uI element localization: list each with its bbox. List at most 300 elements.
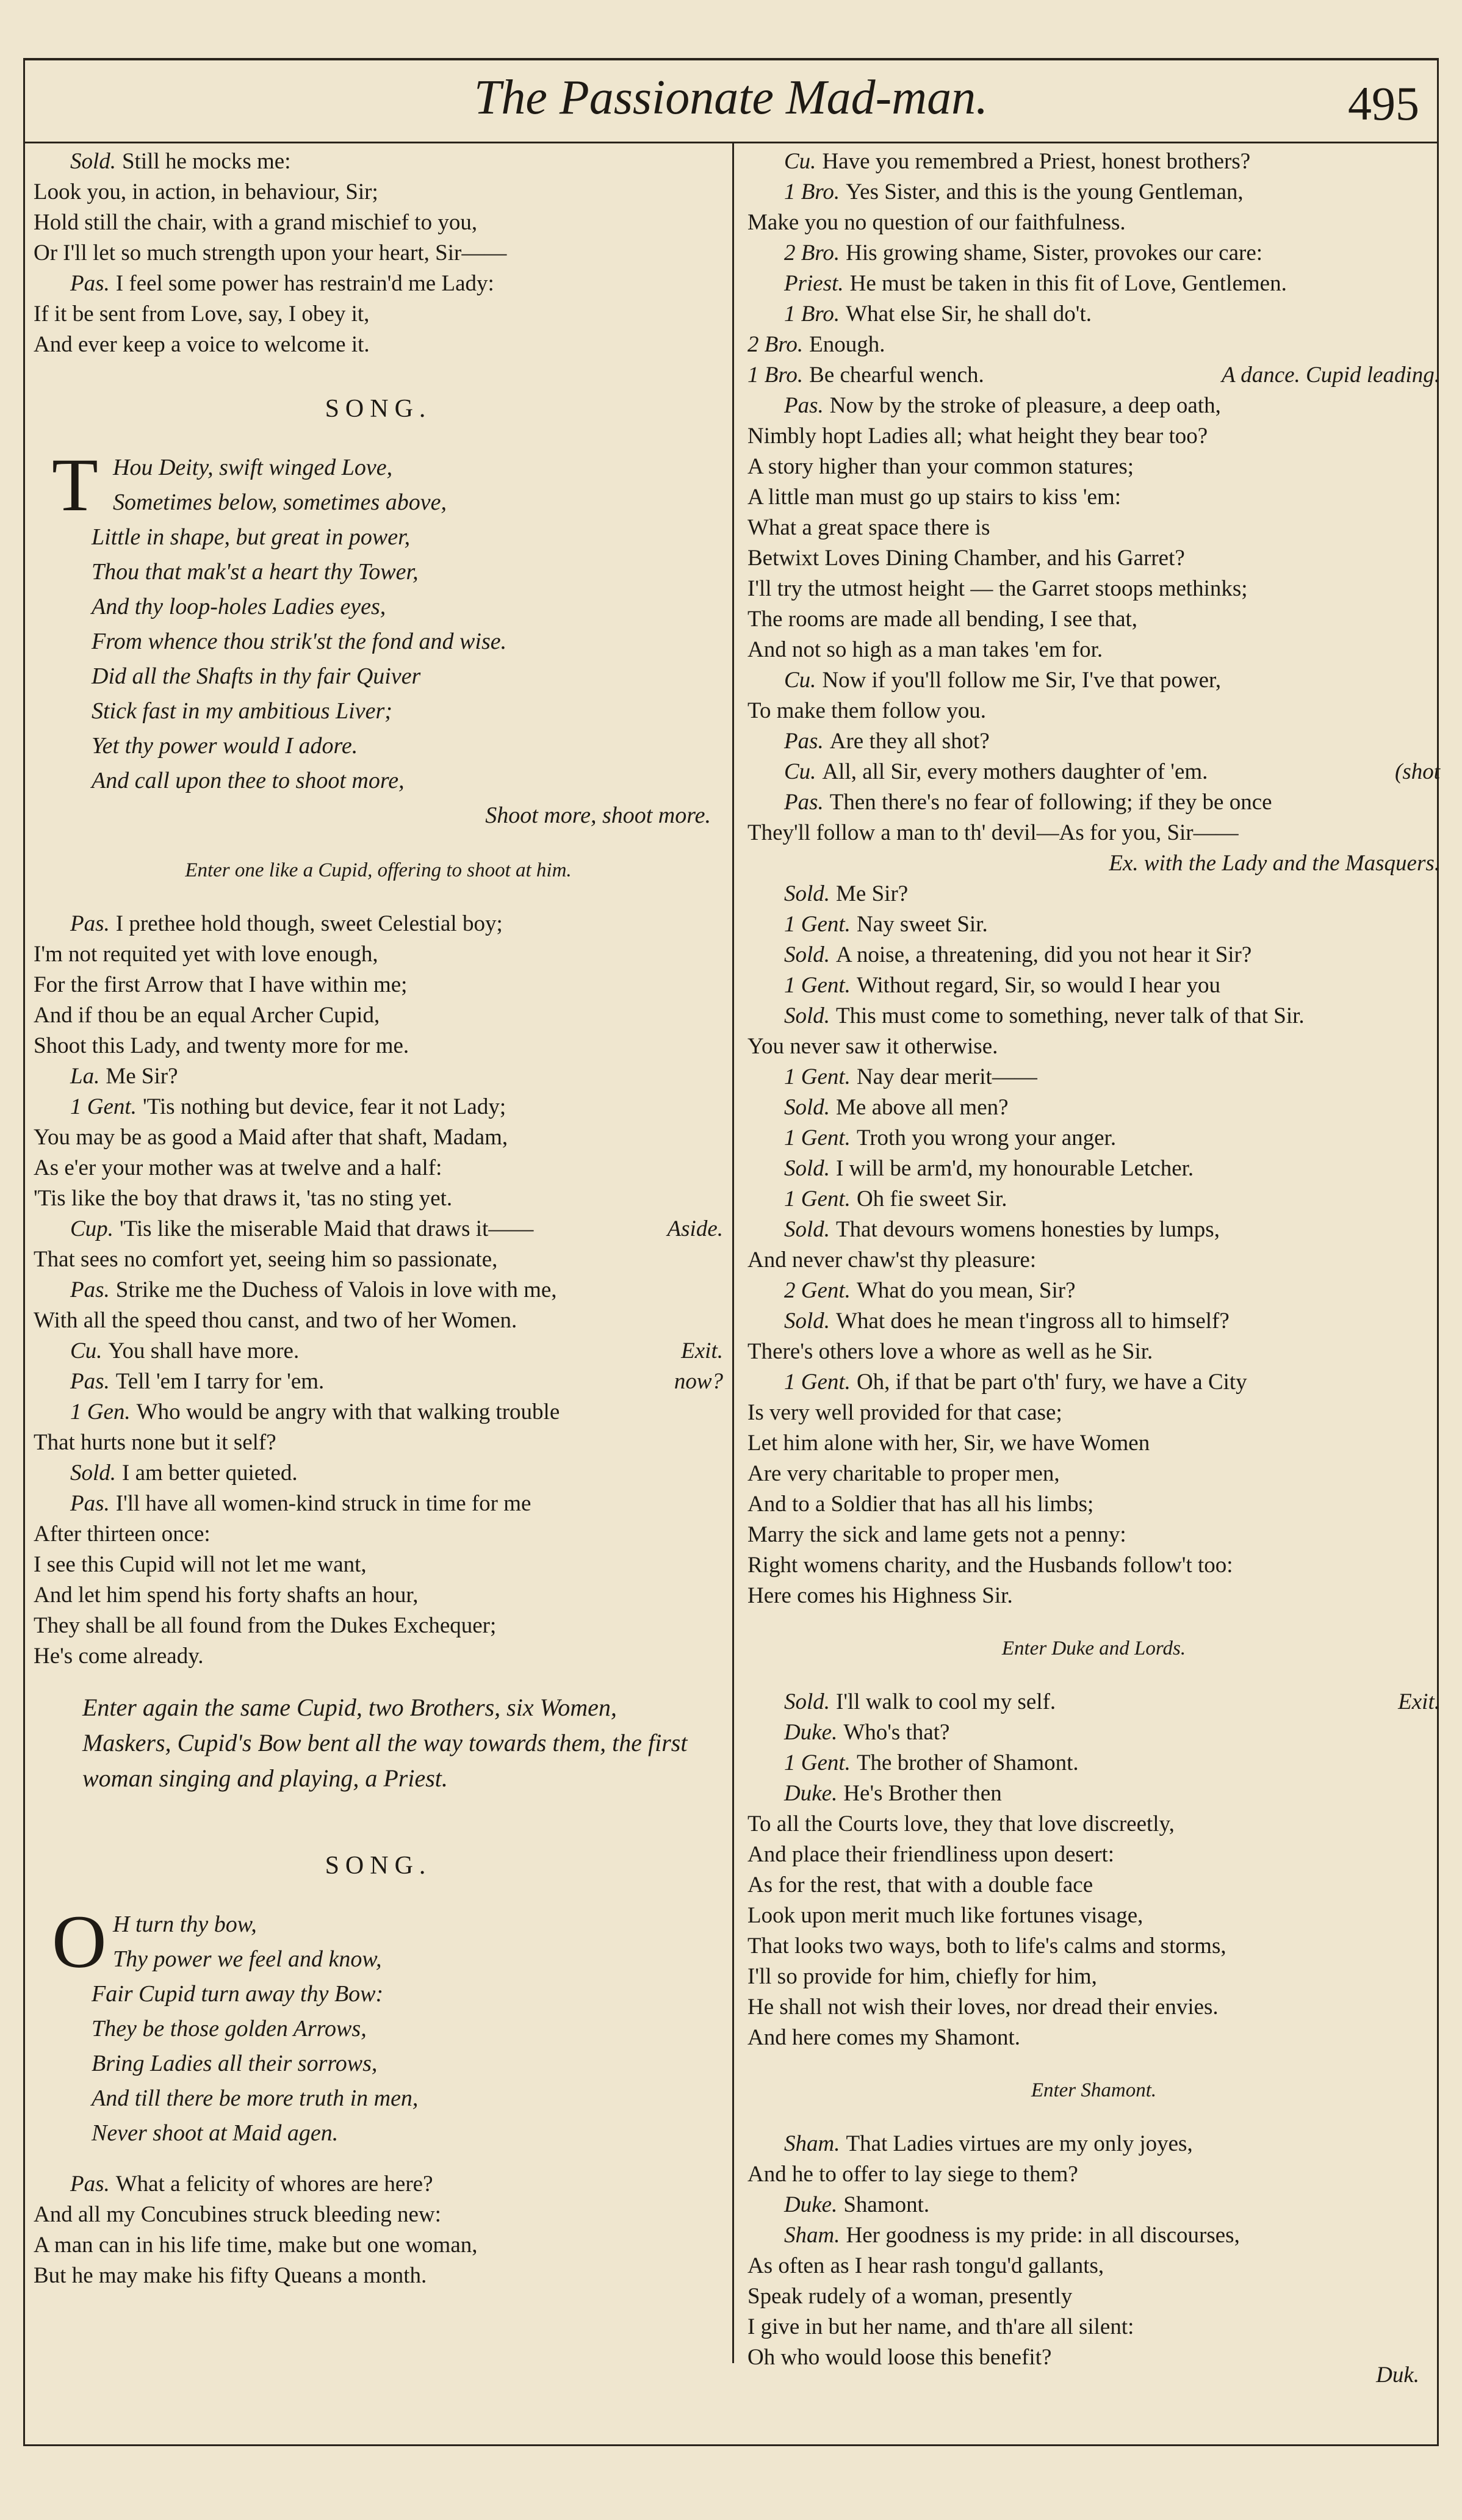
line-text: That hurts none but it self? xyxy=(34,1430,276,1455)
text-line xyxy=(747,2190,1440,2220)
line-text: And not so high as a man takes 'em for. xyxy=(747,637,1103,662)
line-text: I am better quieted. xyxy=(122,1460,298,1486)
speaker-name: Sold. xyxy=(784,942,830,967)
text-line xyxy=(747,1306,1440,1337)
speaker-name: 1 Gent. xyxy=(784,1186,851,1211)
speaker-name: 2 Bro. xyxy=(784,240,840,265)
text-line xyxy=(747,452,1440,482)
line-text: Me Sir? xyxy=(106,1064,178,1089)
aside-note: now? xyxy=(674,1369,723,1394)
text-line xyxy=(34,330,723,360)
line-text: I prethee hold though, sweet Celestial boy; xyxy=(115,911,503,936)
left-lines-c xyxy=(34,2169,723,2291)
line-text: As often as I hear rash tongu'd gallants, xyxy=(747,2253,1104,2278)
line-text: And never chaw'st thy pleasure: xyxy=(747,1247,1037,1273)
line-text: This must come to something, never talk of that Sir. xyxy=(836,1003,1305,1028)
line-text: And ever keep a voice to welcome it. xyxy=(34,332,370,357)
text-line xyxy=(747,1092,1440,1123)
line-text: Who would be angry with that walking trouble xyxy=(136,1399,560,1424)
line-text: After thirteen once: xyxy=(34,1522,211,1547)
text-line xyxy=(747,1687,1440,1717)
line-text: Nimbly hopt Ladies all; what height they bear too? xyxy=(747,424,1208,449)
speaker-name: 2 Bro. xyxy=(747,332,804,357)
line-text: A story higher than your common statures; xyxy=(747,454,1134,479)
line-text: Now if you'll follow me Sir, I've that power, xyxy=(822,668,1222,693)
text-line xyxy=(34,2230,723,2261)
text-line xyxy=(34,1336,723,1367)
line-text: Oh fie sweet Sir. xyxy=(856,1186,1007,1211)
song-line xyxy=(34,694,723,729)
speaker-name: Pas. xyxy=(70,1491,110,1516)
line-text: I'll walk to cool my self. xyxy=(836,1689,1056,1714)
text-line xyxy=(34,2169,723,2200)
song-line xyxy=(34,590,723,624)
text-line xyxy=(747,1992,1440,2023)
frame-top-rule xyxy=(23,58,1439,60)
speaker-name: Sold. xyxy=(784,881,830,906)
stage-direction-block: Enter again the same Cupid, two Brothers, six Women, Maskers, Cupid's Bow bent all the way towards them, the first woman singing and playing, a Priest. xyxy=(82,1694,688,1792)
speaker-name: 1 Gent. xyxy=(784,912,851,937)
text-line xyxy=(34,1092,723,1122)
text-line xyxy=(747,2220,1440,2251)
line-text: Now by the stroke of pleasure, a deep oath, xyxy=(829,393,1221,418)
text-line xyxy=(747,1123,1440,1153)
song-line xyxy=(34,2116,723,2151)
text-line xyxy=(34,1611,723,1641)
right-lines-c xyxy=(747,2129,1440,2373)
line-text: I'll have all women-kind struck in time for me xyxy=(115,1491,531,1516)
text-line xyxy=(34,177,723,208)
text-line xyxy=(747,269,1440,299)
text-line xyxy=(747,482,1440,513)
speaker-name: Cup. xyxy=(70,1216,113,1241)
speaker-name: Sold. xyxy=(784,1689,830,1714)
speaker-name: Sold. xyxy=(784,1003,830,1028)
text-line xyxy=(747,848,1440,879)
song-line xyxy=(34,798,723,833)
line-text: Enough. xyxy=(809,332,885,357)
aside-note: Exit. xyxy=(681,1338,723,1363)
text-line xyxy=(747,1520,1440,1550)
line-text: Her goodness is my pride: in all discourses, xyxy=(846,2223,1240,2248)
song-line xyxy=(34,520,723,555)
text-line xyxy=(747,1215,1440,1245)
line-text: You never saw it otherwise. xyxy=(747,1034,998,1059)
line-text: Or I'll let so much strength upon your heart, Sir—— xyxy=(34,240,507,265)
text-line xyxy=(747,757,1440,787)
line-text: Be chearful wench. xyxy=(809,363,984,388)
line-text: What do you mean, Sir? xyxy=(856,1278,1076,1303)
speaker-name: Pas. xyxy=(70,2172,110,2197)
line-text: I'm not requited yet with love enough, xyxy=(34,942,378,967)
speaker-name: 1 Gent. xyxy=(70,1094,137,1119)
speaker-name: Cu. xyxy=(784,668,816,693)
song-line-text: And till there be more truth in men, xyxy=(92,2085,419,2111)
stage-direction: Enter one like a Cupid, offering to shoot at him. xyxy=(185,859,572,881)
speaker-name: Pas. xyxy=(70,1369,110,1394)
line-text: As e'er your mother was at twelve and a half: xyxy=(34,1155,442,1180)
line-text: I feel some power has restrain'd me Lady: xyxy=(115,271,494,296)
speaker-name: Pas. xyxy=(70,1277,110,1302)
text-line xyxy=(34,1244,723,1275)
speaker-name: Sham. xyxy=(784,2223,840,2248)
speaker-name: 1 Gent. xyxy=(784,1750,851,1775)
line-text: A man can in his life time, make but one woman, xyxy=(34,2233,478,2258)
song-line xyxy=(34,2012,723,2046)
text-line xyxy=(34,269,723,299)
right-lines-a xyxy=(747,146,1440,1611)
text-line xyxy=(747,1245,1440,1276)
speaker-name: 1 Gent. xyxy=(784,1370,851,1395)
line-text: What a great space there is xyxy=(747,515,990,540)
speaker-name: 1 Bro. xyxy=(784,301,840,327)
song-line-text: Thou that mak'st a heart thy Tower, xyxy=(92,559,419,585)
drop-cap: T xyxy=(52,443,98,527)
text-line xyxy=(34,1458,723,1489)
text-line xyxy=(747,2312,1440,2342)
text-line xyxy=(34,909,723,939)
text-line xyxy=(34,970,723,1000)
line-text: Me Sir? xyxy=(836,881,909,906)
text-line xyxy=(747,1184,1440,1215)
line-text: As for the rest, that with a double face xyxy=(747,1872,1093,1897)
line-text: Yes Sister, and this is the young Gentleman, xyxy=(846,179,1244,204)
line-text: Troth you wrong your anger. xyxy=(856,1125,1117,1150)
song-line-text: Did all the Shafts in thy fair Quiver xyxy=(92,663,421,689)
song-line-text: From whence thou strik'st the fond and wise. xyxy=(92,629,507,654)
text-line xyxy=(747,146,1440,177)
song-line xyxy=(34,1942,723,1977)
line-text: Without regard, Sir, so would I hear you xyxy=(856,973,1221,998)
left-lines-b xyxy=(34,909,723,1672)
text-line xyxy=(747,1001,1440,1031)
line-text: A little man must go up stairs to kiss 'em: xyxy=(747,485,1122,510)
text-line xyxy=(747,1809,1440,1839)
line-text: Speak rudely of a woman, presently xyxy=(747,2284,1073,2309)
text-line xyxy=(34,1031,723,1061)
line-text: To all the Courts love, they that love discreetly, xyxy=(747,1811,1175,1836)
text-line xyxy=(747,787,1440,818)
line-text: He shall not wish their loves, nor dread their envies. xyxy=(747,1995,1219,2020)
left-column xyxy=(34,146,723,2291)
text-line xyxy=(747,818,1440,848)
text-line xyxy=(747,574,1440,604)
text-line xyxy=(747,2342,1440,2373)
text-line xyxy=(747,1398,1440,1428)
text-line xyxy=(34,1153,723,1183)
speaker-name: 1 Gent. xyxy=(784,1125,851,1150)
line-text: What else Sir, he shall do't. xyxy=(846,301,1092,327)
line-text: I'll so provide for him, chiefly for him, xyxy=(747,1964,1097,1989)
text-line xyxy=(34,939,723,970)
speaker-name: Sold. xyxy=(784,1309,830,1334)
text-line xyxy=(34,1550,723,1580)
right-lines-b xyxy=(747,1687,1440,2053)
speaker-name: Duke. xyxy=(784,1781,838,1806)
song-line-text: Sometimes below, sometimes above, xyxy=(113,489,447,515)
line-text: And all my Concubines struck bleeding new: xyxy=(34,2202,441,2227)
song-line-text: And call upon thee to shoot more, xyxy=(92,768,405,793)
aside-note: Exit. xyxy=(1398,1689,1440,1714)
text-line xyxy=(34,238,723,269)
line-text: Is very well provided for that case; xyxy=(747,1400,1062,1425)
line-text: I'll try the utmost height — the Garret stoops methinks; xyxy=(747,576,1248,601)
text-line xyxy=(747,1550,1440,1581)
line-text: The brother of Shamont. xyxy=(856,1750,1079,1775)
speaker-name: Pas. xyxy=(784,729,824,754)
song-line-text: Little in shape, but great in power, xyxy=(92,524,411,550)
song-line-text: They be those golden Arrows, xyxy=(92,2016,367,2042)
text-line xyxy=(747,970,1440,1001)
line-text: Hold still the chair, with a grand mischief to you, xyxy=(34,210,478,235)
text-line xyxy=(747,543,1440,574)
line-text: Still he mocks me: xyxy=(122,149,291,174)
text-line xyxy=(34,1122,723,1153)
speaker-name: 1 Gent. xyxy=(784,1064,851,1089)
song-line-text: Never shoot at Maid agen. xyxy=(92,2120,339,2146)
song-line xyxy=(34,2046,723,2081)
frame-left-rule xyxy=(23,58,25,2444)
line-text: With all the speed thou canst, and two of her Women. xyxy=(34,1308,517,1333)
line-text: The rooms are made all bending, I see that, xyxy=(747,607,1138,632)
speaker-name: Duke. xyxy=(784,1720,838,1745)
text-line xyxy=(34,1183,723,1214)
header-rule xyxy=(23,142,1439,143)
line-text: Right womens charity, and the Husbands follow't too: xyxy=(747,1553,1233,1578)
song-title: SONG. xyxy=(325,395,432,423)
line-text: Marry the sick and lame gets not a penny: xyxy=(747,1522,1126,1547)
line-text: That devours womens honesties by lumps, xyxy=(836,1217,1220,1242)
line-text: You may be as good a Maid after that shaft, Madam, xyxy=(34,1125,508,1150)
speaker-name: Sold. xyxy=(784,1217,830,1242)
line-text: What a felicity of whores are here? xyxy=(115,2172,433,2197)
speaker-name: Cu. xyxy=(784,149,816,174)
speaker-name: Cu. xyxy=(784,759,816,784)
line-text: Me above all men? xyxy=(836,1095,1009,1120)
text-line xyxy=(747,1459,1440,1489)
line-text: Tell 'em I tarry for 'em. xyxy=(115,1369,325,1394)
text-line xyxy=(34,299,723,330)
text-line xyxy=(747,940,1440,970)
line-text: And place their friendliness upon desert: xyxy=(747,1842,1115,1867)
text-line xyxy=(747,1962,1440,1992)
line-text: To make them follow you. xyxy=(747,698,986,723)
line-text: Are they all shot? xyxy=(829,729,990,754)
text-line xyxy=(747,299,1440,330)
song-line xyxy=(34,1977,723,2012)
speaker-name: Cu. xyxy=(70,1338,103,1363)
song-line-text: Stick fast in my ambitious Liver; xyxy=(92,698,392,724)
exit-direction: Ex. with the Lady and the Masquers. xyxy=(1109,851,1440,876)
song-line xyxy=(34,624,723,659)
line-text: And if thou be an equal Archer Cupid, xyxy=(34,1003,380,1028)
text-line xyxy=(34,1305,723,1336)
right-column xyxy=(747,146,1440,2373)
text-line xyxy=(747,2281,1440,2312)
text-line xyxy=(747,1062,1440,1092)
aside-note: (shot xyxy=(1395,759,1440,784)
line-text: Let him alone with her, Sir, we have Women xyxy=(747,1431,1150,1456)
text-line xyxy=(34,1214,723,1244)
text-line xyxy=(747,513,1440,543)
drop-cap: O xyxy=(52,1900,107,1984)
line-text: I will be arm'd, my honourable Letcher. xyxy=(836,1156,1194,1181)
text-line xyxy=(747,360,1440,391)
speaker-name: Pas. xyxy=(784,790,824,815)
text-line xyxy=(747,1931,1440,1962)
text-line xyxy=(34,1641,723,1672)
line-text: Then there's no fear of following; if they be once xyxy=(829,790,1272,815)
aside-note: A dance. Cupid leading. xyxy=(1222,363,1440,388)
text-line xyxy=(747,1581,1440,1611)
stage-direction: Enter Shamont. xyxy=(1031,2079,1157,2101)
left-lines-a xyxy=(34,146,723,360)
text-line xyxy=(747,1428,1440,1459)
speaker-name: La. xyxy=(70,1064,100,1089)
song-line xyxy=(34,555,723,590)
song-line-text: And thy loop-holes Ladies eyes, xyxy=(92,594,386,619)
song-line xyxy=(34,729,723,764)
line-text: That looks two ways, both to life's calms and storms, xyxy=(747,1933,1226,1959)
line-text: And here comes my Shamont. xyxy=(747,2025,1020,2050)
line-text: Who's that? xyxy=(843,1720,950,1745)
speaker-name: Sham. xyxy=(784,2131,840,2156)
line-text: Look upon merit much like fortunes visage, xyxy=(747,1903,1143,1928)
line-text: Have you remembred a Priest, honest brothers? xyxy=(822,149,1251,174)
song-line-text: Thy power we feel and know, xyxy=(113,1946,382,1972)
page-number: 495 xyxy=(1348,77,1419,130)
song-line xyxy=(34,659,723,694)
line-text: 'Tis nothing but device, fear it not Lady; xyxy=(142,1094,506,1119)
text-line xyxy=(747,1748,1440,1778)
text-line xyxy=(747,421,1440,452)
text-line xyxy=(747,879,1440,909)
text-line xyxy=(747,238,1440,269)
line-text: Nay dear merit—— xyxy=(856,1064,1037,1089)
column-divider xyxy=(732,142,734,2363)
line-text: There's others love a whore as well as he Sir. xyxy=(747,1339,1153,1364)
song-line xyxy=(34,764,723,798)
text-line xyxy=(34,1061,723,1092)
line-text: Shoot this Lady, and twenty more for me. xyxy=(34,1033,409,1058)
song-line xyxy=(34,485,723,520)
text-line xyxy=(747,2251,1440,2281)
line-text: And to a Soldier that has all his limbs; xyxy=(747,1492,1094,1517)
text-line xyxy=(747,2159,1440,2190)
speaker-name: 1 Gen. xyxy=(70,1399,131,1424)
text-line xyxy=(747,1337,1440,1367)
line-text: What does he mean t'ingross all to himself? xyxy=(836,1309,1230,1334)
text-line xyxy=(747,1778,1440,1809)
speaker-name: Pas. xyxy=(70,271,110,296)
speaker-name: 1 Gent. xyxy=(784,973,851,998)
text-line xyxy=(747,177,1440,208)
text-line xyxy=(34,1000,723,1031)
song-line-text: Shoot more, shoot more. xyxy=(485,803,711,828)
text-line xyxy=(34,146,723,177)
song-line xyxy=(34,2081,723,2116)
text-line xyxy=(34,1275,723,1305)
text-line xyxy=(747,1839,1440,1870)
text-line xyxy=(747,1717,1440,1748)
text-line xyxy=(747,1031,1440,1062)
line-text: They shall be all found from the Dukes Exchequer; xyxy=(34,1613,497,1638)
line-text: He must be taken in this fit of Love, Gentlemen. xyxy=(849,271,1287,296)
running-title: The Passionate Mad-man. xyxy=(474,71,988,125)
text-line xyxy=(747,2023,1440,2053)
line-text: Betwixt Loves Dining Chamber, and his Garret? xyxy=(747,546,1185,571)
speaker-name: Duke. xyxy=(784,2192,838,2217)
text-line xyxy=(747,1870,1440,1901)
text-line xyxy=(747,1901,1440,1931)
line-text: I see this Cupid will not let me want, xyxy=(34,1552,367,1577)
line-text: He's Brother then xyxy=(843,1781,1002,1806)
song-line-text: H turn thy bow, xyxy=(113,1912,257,1937)
text-line xyxy=(747,330,1440,360)
text-line xyxy=(34,1489,723,1519)
text-line xyxy=(747,1489,1440,1520)
line-text: Oh who would loose this benefit? xyxy=(747,2345,1052,2370)
stage-direction: Enter Duke and Lords. xyxy=(1001,1637,1186,1659)
catchword: Duk. xyxy=(1376,2363,1419,2388)
frame-bottom-rule xyxy=(23,2444,1439,2446)
speaker-name: Sold. xyxy=(784,1156,830,1181)
song-line-text: Hou Deity, swift winged Love, xyxy=(113,455,393,480)
line-text: He's come already. xyxy=(34,1644,204,1669)
text-line xyxy=(34,1428,723,1458)
speaker-name: Pas. xyxy=(70,911,110,936)
line-text: But he may make his fifty Queans a month. xyxy=(34,2263,427,2288)
text-line xyxy=(747,726,1440,757)
line-text: Here comes his Highness Sir. xyxy=(747,1583,1013,1608)
line-text: And let him spend his forty shafts an hour, xyxy=(34,1583,419,1608)
text-line xyxy=(34,2200,723,2230)
song-verse xyxy=(34,443,723,833)
speaker-name: 1 Bro. xyxy=(784,179,840,204)
song-title: SONG. xyxy=(325,1852,432,1880)
song-line-text: Fair Cupid turn away thy Bow: xyxy=(92,1981,384,2007)
text-line xyxy=(747,208,1440,238)
line-text: All, all Sir, every mothers daughter of 'em. xyxy=(822,759,1208,784)
line-text: Are very charitable to proper men, xyxy=(747,1461,1060,1486)
line-text: If it be sent from Love, say, I obey it, xyxy=(34,301,370,327)
line-text: Shamont. xyxy=(843,2192,930,2217)
line-text: A noise, a threatening, did you not hear it Sir? xyxy=(836,942,1252,967)
text-line xyxy=(34,208,723,238)
line-text: You shall have more. xyxy=(108,1338,300,1363)
aside-note: Aside. xyxy=(667,1216,723,1241)
text-line xyxy=(34,1397,723,1428)
text-line xyxy=(34,1519,723,1550)
text-line xyxy=(747,665,1440,696)
line-text: Look you, in action, in behaviour, Sir; xyxy=(34,179,378,204)
line-text: That sees no comfort yet, seeing him so passionate, xyxy=(34,1247,498,1272)
line-text: And he to offer to lay siege to them? xyxy=(747,2162,1078,2187)
speaker-name: 2 Gent. xyxy=(784,1278,851,1303)
line-text: 'Tis like the miserable Maid that draws it—— xyxy=(119,1216,534,1241)
line-text: His growing shame, Sister, provokes our care: xyxy=(846,240,1263,265)
text-line xyxy=(34,2261,723,2291)
line-text: I give in but her name, and th'are all silent: xyxy=(747,2314,1134,2339)
speaker-name: Sold. xyxy=(784,1095,830,1120)
line-text: For the first Arrow that I have within me; xyxy=(34,972,408,997)
song-line-text: Bring Ladies all their sorrows, xyxy=(92,2051,378,2076)
text-line xyxy=(747,391,1440,421)
song-verse xyxy=(34,1900,723,2151)
text-line xyxy=(747,1276,1440,1306)
line-text: They'll follow a man to th' devil—As for you, Sir—— xyxy=(747,820,1239,845)
text-line xyxy=(747,696,1440,726)
